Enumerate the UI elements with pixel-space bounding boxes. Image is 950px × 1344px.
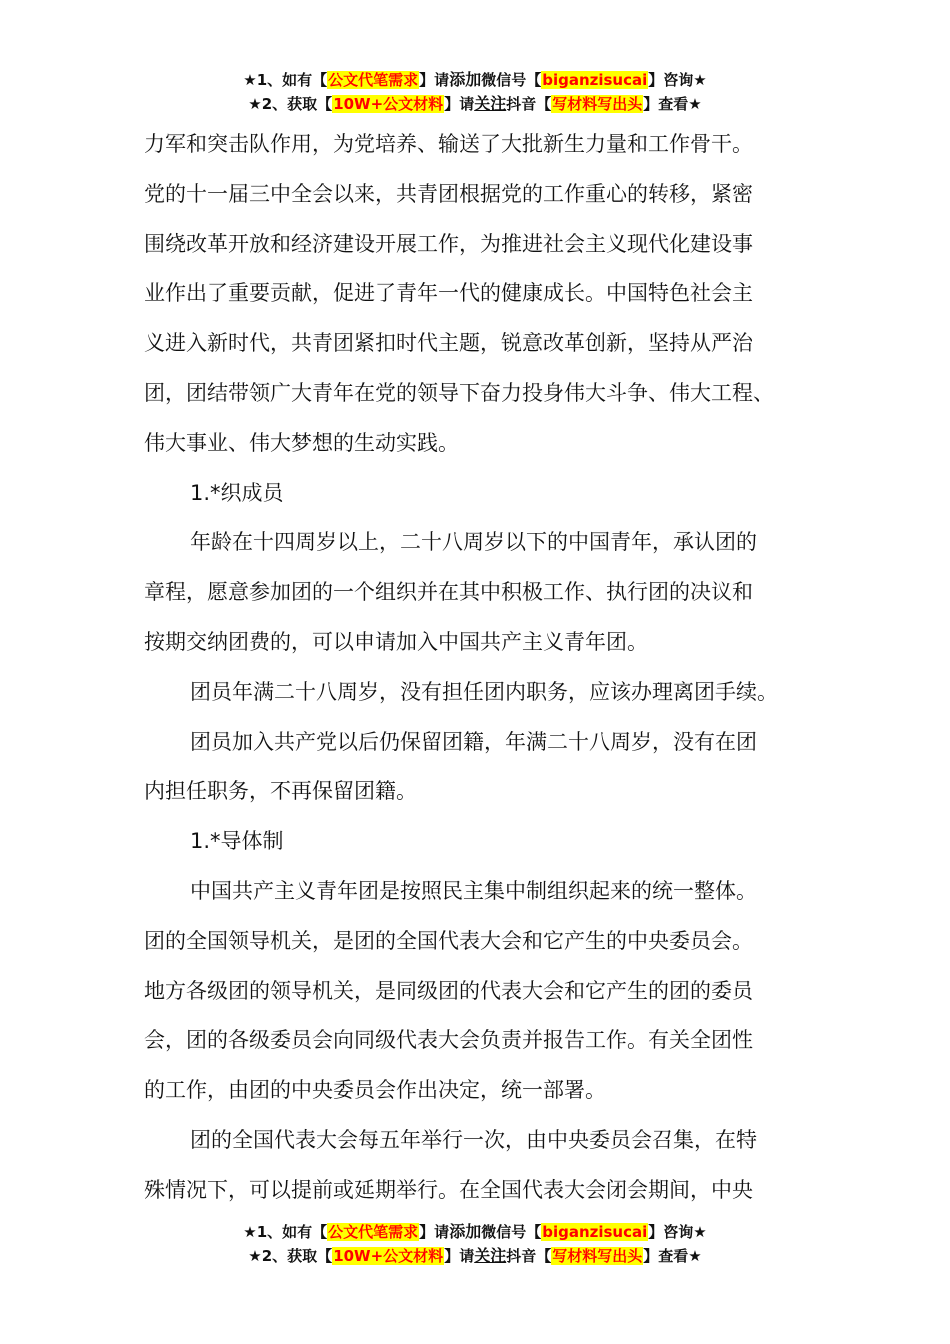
body-line: 会，团的各级委员会向同级代表大会负责并报告工作。有关全团性 <box>144 1028 753 1053</box>
banner-douyin-id: 写材料写出头 <box>552 1247 643 1265</box>
banner-text: ★2、获取【 <box>248 1247 333 1265</box>
banner-highlight: 公文代笔需求 <box>328 71 419 89</box>
banner-line-1 <box>0 68 950 92</box>
body-line: 中国共产主义青年团是按照民主集中制组织起来的统一整体。 <box>190 878 757 903</box>
banner-text: 】请 <box>419 1223 450 1241</box>
banner-text: 】查看★ <box>643 1247 702 1265</box>
body-line: 团的全国代表大会每五年举行一次，由中央委员会召集，在特 <box>190 1127 757 1152</box>
body-line: 义进入新时代，共青团紧扣时代主题，锐意改革创新，坚持从严治 <box>144 331 753 356</box>
body-line: 党的十一届三中全会以来，共青团根据党的工作重心的转移，紧密 <box>144 181 753 206</box>
banner-text: 】咨询★ <box>648 71 707 89</box>
body-line: 团的全国领导机关，是团的全国代表大会和它产生的中央委员会。 <box>144 928 753 953</box>
banner-emphasis: 关注 <box>474 1246 507 1265</box>
section-heading: 1.*导体制 <box>190 829 284 854</box>
body-line: 按期交纳团费的，可以申请加入中国共产主义青年团。 <box>144 629 648 654</box>
banner-highlight: 10W+公文材料 <box>333 1247 444 1265</box>
body-line: 力军和突击队作用，为党培养、输送了大批新生力量和工作骨干。 <box>144 132 753 156</box>
body-line: 团，团结带领广大青年在党的领导下奋力投身伟大斗争、伟大工程、 <box>144 380 774 405</box>
banner-text: 微信号【 <box>481 1223 542 1241</box>
body-line: 团员年满二十八周岁，没有担任团内职务，应该办理离团手续。 <box>190 679 778 704</box>
banner-text: ★1、如有【 <box>243 1223 328 1241</box>
banner-text: 抖音【 <box>506 95 552 113</box>
banner-line-2 <box>0 92 950 116</box>
body-line: 伟大事业、伟大梦想的生动实践。 <box>144 430 459 455</box>
banner-text: 】查看★ <box>643 95 702 113</box>
body-line: 章程，愿意参加团的一个组织并在其中积极工作、执行团的决议和 <box>144 580 753 605</box>
banner-douyin-id: 写材料写出头 <box>552 95 643 113</box>
banner-text: 微信号【 <box>481 71 542 89</box>
banner-wechat-id: biganzisucai <box>542 71 648 89</box>
banner-text: ★2、获取【 <box>248 95 333 113</box>
banner-emphasis: 添加 <box>449 70 482 89</box>
section-heading: 1.*织成员 <box>190 480 284 505</box>
body-line: 地方各级团的领导机关，是同级团的代表大会和它产生的团的委员 <box>144 978 753 1003</box>
body-line: 团员加入共产党以后仍保留团籍，年满二十八周岁，没有在团 <box>190 729 757 754</box>
banner-text: 】咨询★ <box>648 1223 707 1241</box>
banner-highlight: 10W+公文材料 <box>333 95 444 113</box>
document-body <box>144 120 816 1216</box>
body-line: 内担任职务，不再保留团籍。 <box>144 779 417 804</box>
body-line: 的工作，由团的中央委员会作出决定，统一部署。 <box>144 1078 606 1103</box>
body-line: 殊情况下，可以提前或延期举行。在全国代表大会闭会期间，中央 <box>144 1177 753 1202</box>
banner-line-2 <box>0 1244 950 1268</box>
body-line: 年龄在十四周岁以上，二十八周岁以下的中国青年，承认团的 <box>190 530 757 555</box>
banner-text: 】请 <box>444 95 475 113</box>
banner-text: 】请 <box>419 71 450 89</box>
body-line: 围绕改革开放和经济建设开展工作，为推进社会主义现代化建设事 <box>144 231 753 256</box>
banner-line-1 <box>0 1220 950 1244</box>
banner-highlight: 公文代笔需求 <box>328 1223 419 1241</box>
banner-text: 抖音【 <box>506 1247 552 1265</box>
footer-banner <box>0 1220 950 1268</box>
banner-text: 】请 <box>444 1247 475 1265</box>
header-banner <box>0 68 950 116</box>
banner-wechat-id: biganzisucai <box>542 1223 648 1241</box>
banner-emphasis: 关注 <box>474 94 507 113</box>
body-line: 业作出了重要贡献，促进了青年一代的健康成长。中国特色社会主 <box>144 281 753 306</box>
banner-text: ★1、如有【 <box>243 71 328 89</box>
banner-emphasis: 添加 <box>449 1222 482 1241</box>
